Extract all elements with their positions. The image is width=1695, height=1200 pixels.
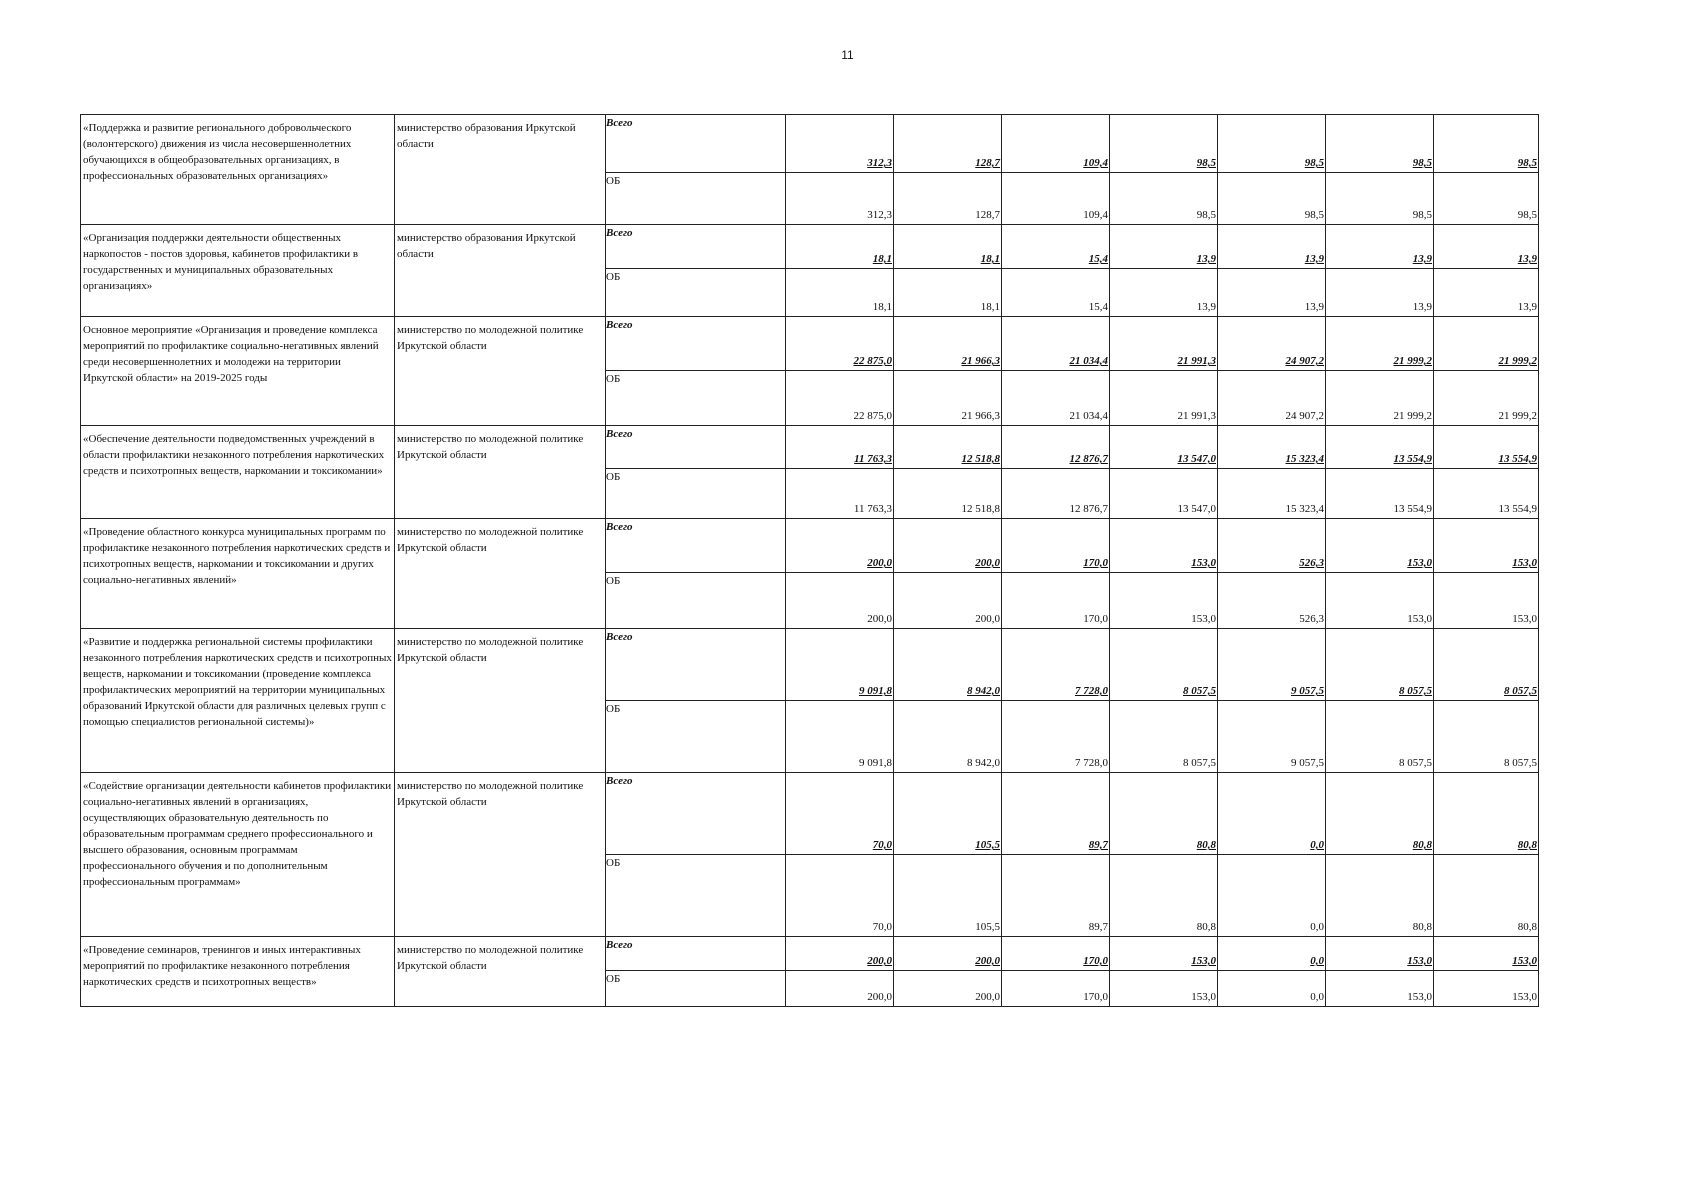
value-ob-cell: 80,8 <box>1326 855 1434 937</box>
value-ob-cell: 8 057,5 <box>1434 701 1539 773</box>
value-total-cell: 21 999,2 <box>1326 317 1434 371</box>
funding-source-total-label: Всего <box>606 317 786 371</box>
value-ob-cell: 21 999,2 <box>1434 371 1539 426</box>
value-ob-cell: 170,0 <box>1002 971 1110 1007</box>
value-total-cell: 70,0 <box>786 773 894 855</box>
value-ob-cell: 21 999,2 <box>1326 371 1434 426</box>
value-total-cell: 13 554,9 <box>1434 426 1539 469</box>
value-total-cell: 200,0 <box>786 937 894 971</box>
table-row-total <box>81 426 1539 469</box>
value-ob-cell: 8 057,5 <box>1326 701 1434 773</box>
value-ob-cell: 70,0 <box>786 855 894 937</box>
value-total-cell: 200,0 <box>894 937 1002 971</box>
value-total-cell: 153,0 <box>1434 937 1539 971</box>
value-ob-cell: 153,0 <box>1326 971 1434 1007</box>
value-total-cell: 98,5 <box>1218 115 1326 173</box>
measure-description: «Содействие организации деятельности кабинетов профилактики социально-негативных явлений в организациях, осуществляющих образовательную деятельность по образовательным программам среднего профессионального и высшего образования, основным программам профессионального обучения и по дополнительным профессиональным программам» <box>81 773 395 937</box>
value-ob-cell: 13,9 <box>1218 269 1326 317</box>
value-total-cell: 80,8 <box>1434 773 1539 855</box>
value-ob-cell: 89,7 <box>1002 855 1110 937</box>
value-ob-cell: 13 554,9 <box>1326 469 1434 519</box>
value-total-cell: 9 091,8 <box>786 629 894 701</box>
value-total-cell: 200,0 <box>894 519 1002 573</box>
value-total-cell: 13,9 <box>1110 225 1218 269</box>
value-total-cell: 21 034,4 <box>1002 317 1110 371</box>
funding-source-ob-label: ОБ <box>606 269 786 317</box>
value-ob-cell: 8 057,5 <box>1110 701 1218 773</box>
value-total-cell: 170,0 <box>1002 937 1110 971</box>
value-ob-cell: 12 876,7 <box>1002 469 1110 519</box>
value-ob-cell: 18,1 <box>786 269 894 317</box>
value-total-cell: 18,1 <box>786 225 894 269</box>
value-ob-cell: 0,0 <box>1218 971 1326 1007</box>
value-ob-cell: 200,0 <box>786 971 894 1007</box>
responsible-executor: министерство по молодежной политике Иркутской области <box>395 426 606 519</box>
value-total-cell: 153,0 <box>1326 937 1434 971</box>
funding-source-ob-label: ОБ <box>606 971 786 1007</box>
value-total-cell: 98,5 <box>1326 115 1434 173</box>
value-ob-cell: 13,9 <box>1326 269 1434 317</box>
value-total-cell: 200,0 <box>786 519 894 573</box>
value-ob-cell: 18,1 <box>894 269 1002 317</box>
value-ob-cell: 200,0 <box>894 573 1002 629</box>
funding-source-total-label: Всего <box>606 937 786 971</box>
funding-source-total-label: Всего <box>606 225 786 269</box>
value-total-cell: 9 057,5 <box>1218 629 1326 701</box>
funding-source-total-label: Всего <box>606 519 786 573</box>
value-total-cell: 153,0 <box>1110 937 1218 971</box>
value-ob-cell: 15 323,4 <box>1218 469 1326 519</box>
value-ob-cell: 0,0 <box>1218 855 1326 937</box>
budget-table <box>80 114 1539 1007</box>
value-total-cell: 128,7 <box>894 115 1002 173</box>
funding-source-ob-label: ОБ <box>606 371 786 426</box>
value-total-cell: 153,0 <box>1110 519 1218 573</box>
responsible-executor: министерство по молодежной политике Иркутской области <box>395 519 606 629</box>
value-total-cell: 13,9 <box>1326 225 1434 269</box>
value-ob-cell: 200,0 <box>786 573 894 629</box>
value-ob-cell: 80,8 <box>1110 855 1218 937</box>
value-total-cell: 109,4 <box>1002 115 1110 173</box>
value-ob-cell: 15,4 <box>1002 269 1110 317</box>
measure-description: «Развитие и поддержка региональной системы профилактики незаконного потребления наркотических средств и психотропных веществ, наркомании и токсикомании (проведение комплекса профилактических мероприятий на территории муниципальных образований Иркутской области для различных целевых групп с помощью специалистов региональной системы)» <box>81 629 395 773</box>
value-ob-cell: 105,5 <box>894 855 1002 937</box>
measure-description: Основное мероприятие «Организация и проведение комплекса мероприятий по профилактике социально-негативных явлений среди несовершеннолетних и молодежи на территории Иркутской области» на 2019-2025 годы <box>81 317 395 426</box>
value-ob-cell: 128,7 <box>894 173 1002 225</box>
funding-source-ob-label: ОБ <box>606 855 786 937</box>
value-ob-cell: 8 942,0 <box>894 701 1002 773</box>
value-ob-cell: 153,0 <box>1110 573 1218 629</box>
value-total-cell: 8 057,5 <box>1110 629 1218 701</box>
value-total-cell: 312,3 <box>786 115 894 173</box>
value-total-cell: 13 554,9 <box>1326 426 1434 469</box>
value-ob-cell: 109,4 <box>1002 173 1110 225</box>
value-total-cell: 13 547,0 <box>1110 426 1218 469</box>
measure-description: «Проведение областного конкурса муниципальных программ по профилактике незаконного потребления наркотических средств и психотропных веществ, наркомании и токсикомании и других социально-негативных явлений» <box>81 519 395 629</box>
value-total-cell: 80,8 <box>1326 773 1434 855</box>
measure-description: «Обеспечение деятельности подведомственных учреждений в области профилактики незаконного потребления наркотических средств и психотропных веществ, наркомании и токсикомании» <box>81 426 395 519</box>
value-total-cell: 153,0 <box>1326 519 1434 573</box>
responsible-executor: министерство по молодежной политике Иркутской области <box>395 629 606 773</box>
page-number: 11 <box>841 48 854 62</box>
value-ob-cell: 13,9 <box>1434 269 1539 317</box>
value-total-cell: 22 875,0 <box>786 317 894 371</box>
value-ob-cell: 98,5 <box>1434 173 1539 225</box>
value-total-cell: 105,5 <box>894 773 1002 855</box>
value-ob-cell: 98,5 <box>1110 173 1218 225</box>
value-total-cell: 21 991,3 <box>1110 317 1218 371</box>
value-total-cell: 18,1 <box>894 225 1002 269</box>
value-total-cell: 24 907,2 <box>1218 317 1326 371</box>
value-total-cell: 8 942,0 <box>894 629 1002 701</box>
table-row-total <box>81 225 1539 269</box>
value-ob-cell: 200,0 <box>894 971 1002 1007</box>
value-total-cell: 0,0 <box>1218 773 1326 855</box>
value-total-cell: 526,3 <box>1218 519 1326 573</box>
value-ob-cell: 13 554,9 <box>1434 469 1539 519</box>
table-row-total <box>81 937 1539 971</box>
value-ob-cell: 11 763,3 <box>786 469 894 519</box>
value-total-cell: 13,9 <box>1434 225 1539 269</box>
funding-source-total-label: Всего <box>606 115 786 173</box>
value-ob-cell: 24 907,2 <box>1218 371 1326 426</box>
value-ob-cell: 9 091,8 <box>786 701 894 773</box>
value-total-cell: 0,0 <box>1218 937 1326 971</box>
value-ob-cell: 153,0 <box>1110 971 1218 1007</box>
value-total-cell: 170,0 <box>1002 519 1110 573</box>
value-total-cell: 80,8 <box>1110 773 1218 855</box>
table-row-total <box>81 115 1539 173</box>
value-ob-cell: 98,5 <box>1326 173 1434 225</box>
measure-description: «Проведение семинаров, тренингов и иных интерактивных мероприятий по профилактике незаконного потребления наркотических средств и психотропных веществ» <box>81 937 395 1007</box>
value-total-cell: 98,5 <box>1110 115 1218 173</box>
value-total-cell: 12 876,7 <box>1002 426 1110 469</box>
responsible-executor: министерство по молодежной политике Иркутской области <box>395 773 606 937</box>
value-ob-cell: 153,0 <box>1434 971 1539 1007</box>
value-ob-cell: 312,3 <box>786 173 894 225</box>
table-row-total <box>81 773 1539 855</box>
table-body <box>81 115 1539 1007</box>
value-total-cell: 21 999,2 <box>1434 317 1539 371</box>
value-ob-cell: 170,0 <box>1002 573 1110 629</box>
funding-source-total-label: Всего <box>606 426 786 469</box>
value-ob-cell: 13 547,0 <box>1110 469 1218 519</box>
value-total-cell: 153,0 <box>1434 519 1539 573</box>
value-total-cell: 8 057,5 <box>1434 629 1539 701</box>
value-ob-cell: 12 518,8 <box>894 469 1002 519</box>
value-ob-cell: 21 034,4 <box>1002 371 1110 426</box>
value-total-cell: 15,4 <box>1002 225 1110 269</box>
responsible-executor: министерство образования Иркутской области <box>395 225 606 317</box>
funding-source-total-label: Всего <box>606 629 786 701</box>
value-total-cell: 98,5 <box>1434 115 1539 173</box>
value-ob-cell: 7 728,0 <box>1002 701 1110 773</box>
value-ob-cell: 21 966,3 <box>894 371 1002 426</box>
value-ob-cell: 22 875,0 <box>786 371 894 426</box>
measure-description: «Организация поддержки деятельности общественных наркопостов - постов здоровья, кабинетов профилактики в государственных и муниципальных образовательных организациях» <box>81 225 395 317</box>
value-total-cell: 21 966,3 <box>894 317 1002 371</box>
value-ob-cell: 9 057,5 <box>1218 701 1326 773</box>
funding-source-total-label: Всего <box>606 773 786 855</box>
table-row-total <box>81 519 1539 573</box>
value-total-cell: 12 518,8 <box>894 426 1002 469</box>
responsible-executor: министерство по молодежной политике Иркутской области <box>395 317 606 426</box>
funding-source-ob-label: ОБ <box>606 173 786 225</box>
funding-source-ob-label: ОБ <box>606 573 786 629</box>
responsible-executor: министерство образования Иркутской области <box>395 115 606 225</box>
value-total-cell: 11 763,3 <box>786 426 894 469</box>
value-ob-cell: 80,8 <box>1434 855 1539 937</box>
value-ob-cell: 13,9 <box>1110 269 1218 317</box>
value-ob-cell: 98,5 <box>1218 173 1326 225</box>
table-row-total <box>81 629 1539 701</box>
value-total-cell: 8 057,5 <box>1326 629 1434 701</box>
value-ob-cell: 21 991,3 <box>1110 371 1218 426</box>
measure-description: «Поддержка и развитие регионального добровольческого (волонтерского) движения из числа несовершеннолетних обучающихся в общеобразовательных организациях, в профессиональных образовательных организациях» <box>81 115 395 225</box>
value-ob-cell: 526,3 <box>1218 573 1326 629</box>
responsible-executor: министерство по молодежной политике Иркутской области <box>395 937 606 1007</box>
funding-source-ob-label: ОБ <box>606 469 786 519</box>
value-total-cell: 7 728,0 <box>1002 629 1110 701</box>
value-ob-cell: 153,0 <box>1326 573 1434 629</box>
value-total-cell: 89,7 <box>1002 773 1110 855</box>
value-total-cell: 15 323,4 <box>1218 426 1326 469</box>
funding-source-ob-label: ОБ <box>606 701 786 773</box>
value-ob-cell: 153,0 <box>1434 573 1539 629</box>
table-row-total <box>81 317 1539 371</box>
value-total-cell: 13,9 <box>1218 225 1326 269</box>
